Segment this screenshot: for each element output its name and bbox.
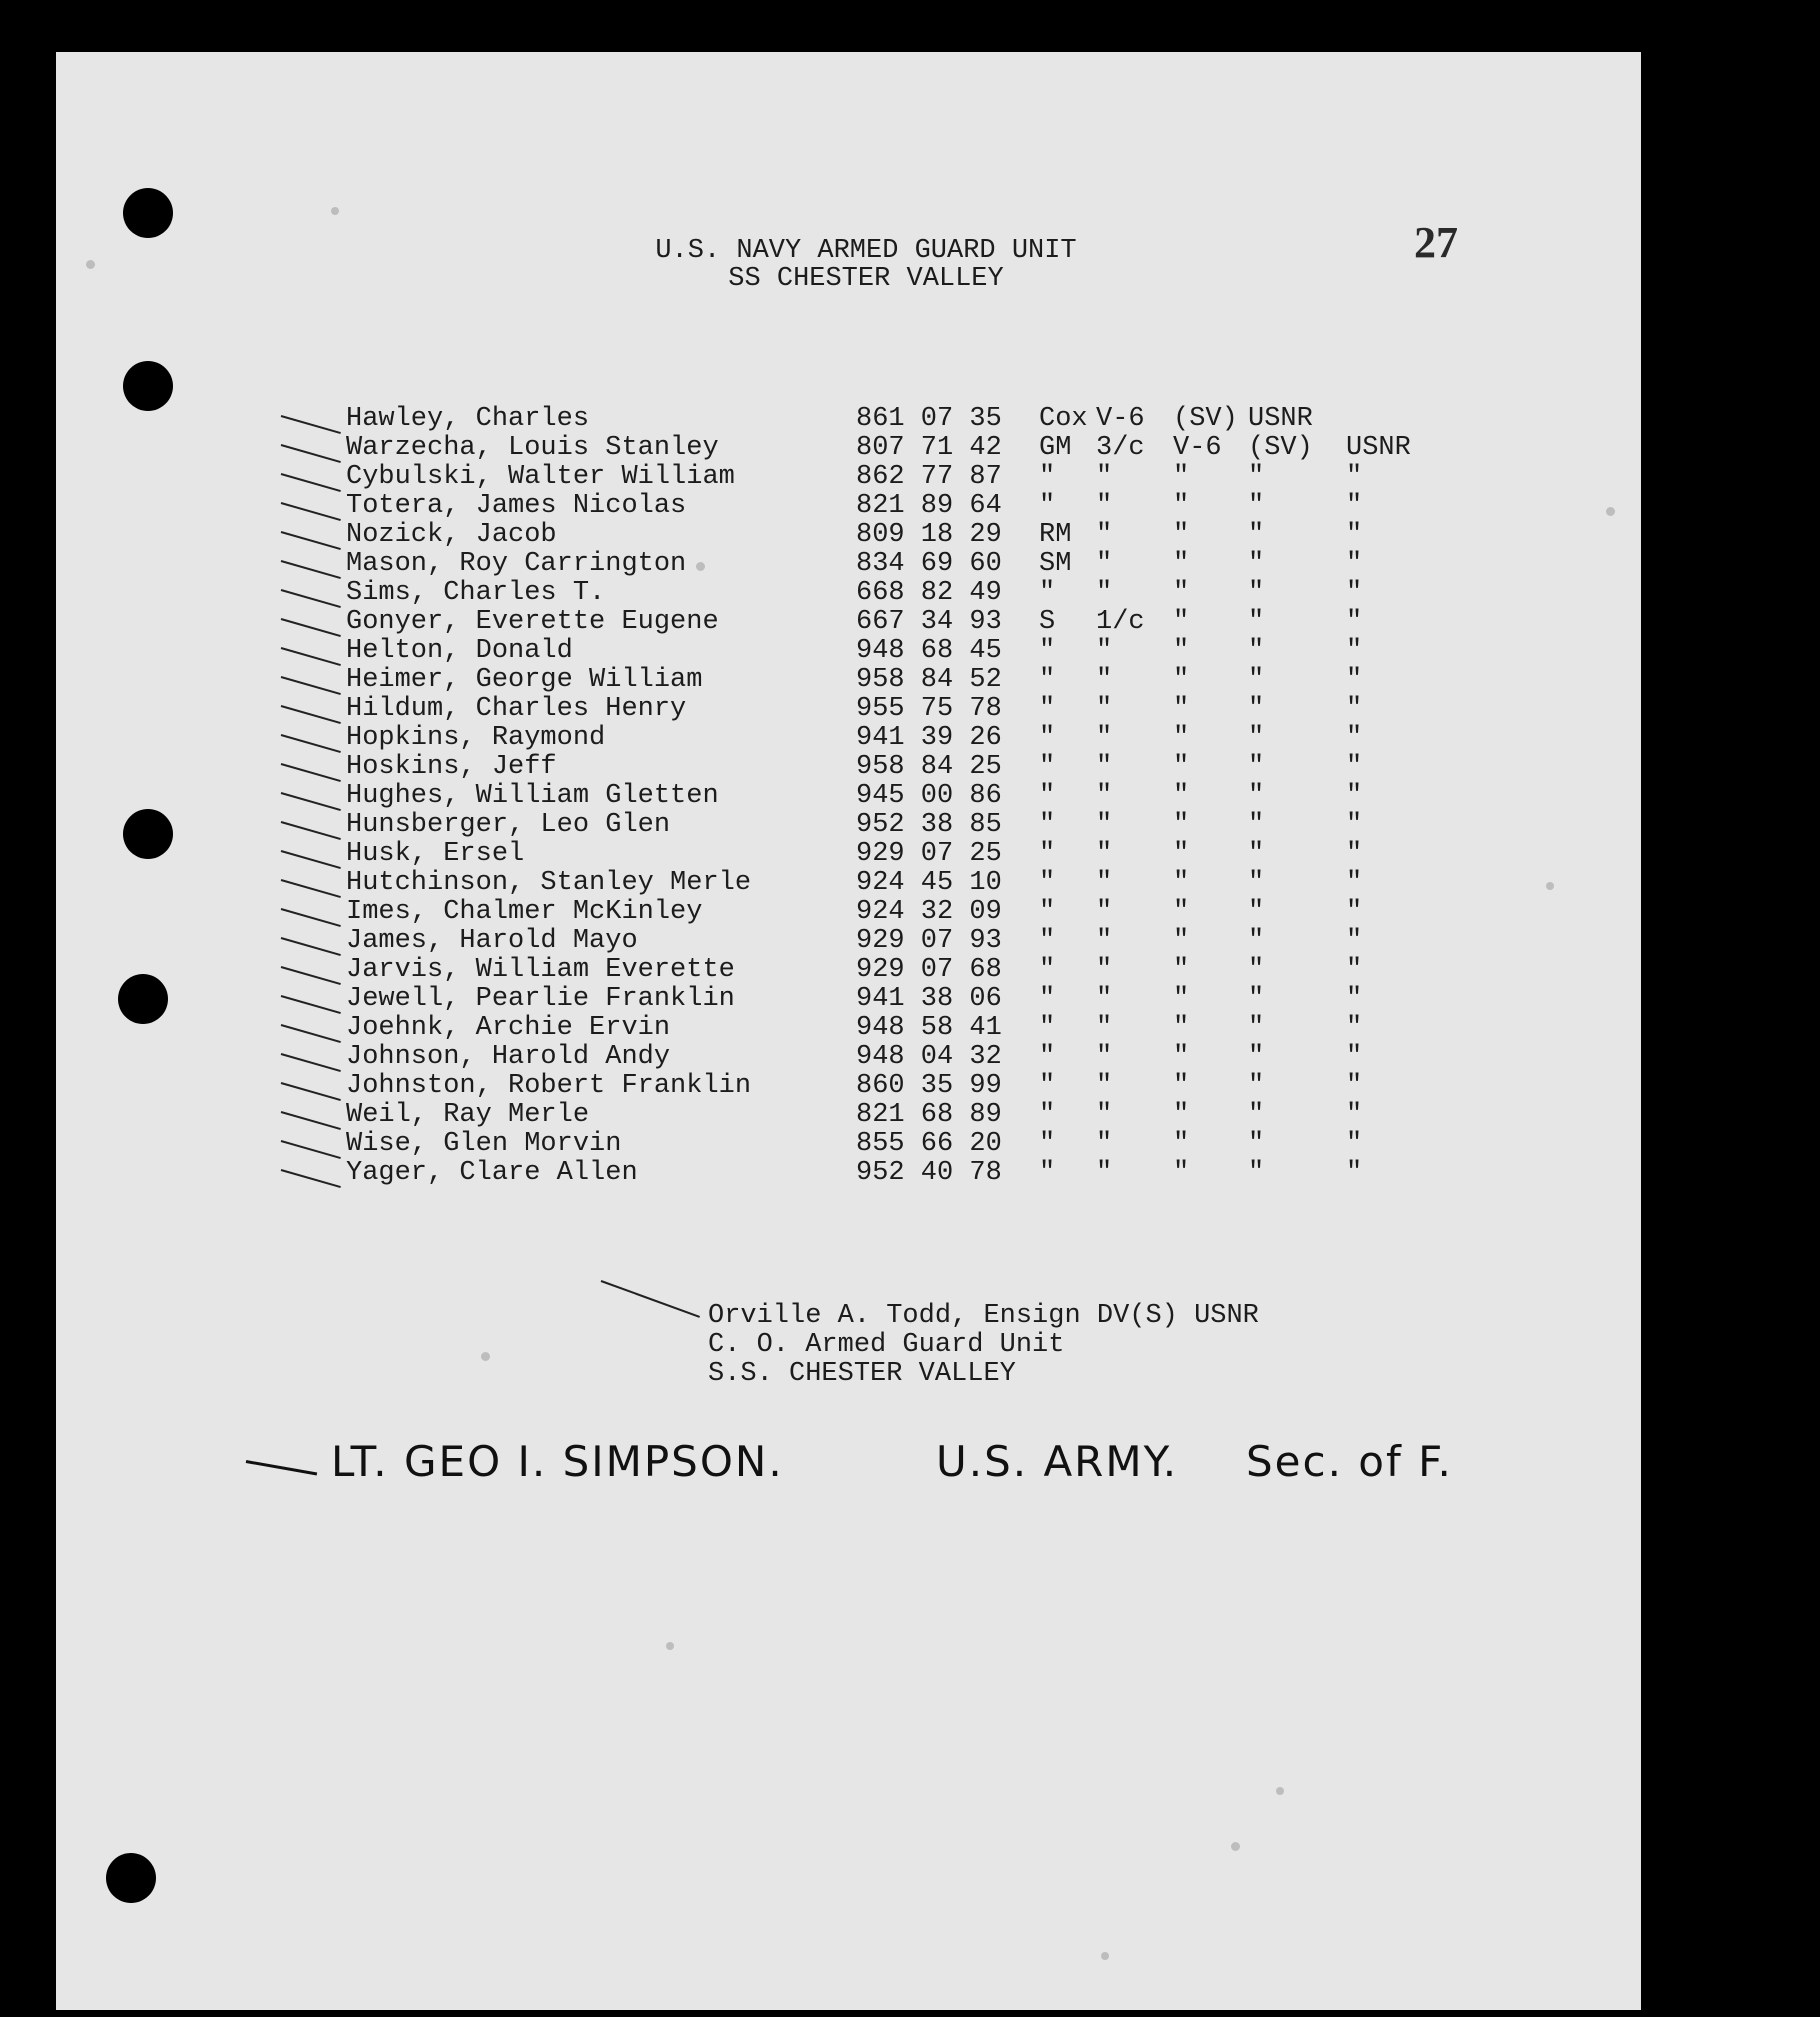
rating: " [1039, 694, 1056, 724]
service-number: 948 04 32 [856, 1042, 1002, 1072]
rating-class: " [1096, 694, 1113, 724]
rating-class: " [1096, 868, 1113, 898]
punch-hole [123, 188, 173, 238]
designation: " [1248, 723, 1265, 753]
rating-class: " [1096, 1013, 1113, 1043]
classification: V-6 [1173, 433, 1222, 463]
heading-line-1: U.S. NAVY ARMED GUARD UNIT [655, 236, 1077, 266]
designation: " [1248, 1013, 1265, 1043]
classification: " [1173, 868, 1190, 898]
punch-hole [123, 361, 173, 411]
rating: " [1039, 1013, 1056, 1043]
check-mark [281, 1082, 341, 1101]
check-mark [281, 444, 341, 463]
document-page [56, 52, 1641, 2010]
branch: " [1346, 462, 1363, 492]
punch-hole [118, 974, 168, 1024]
rating-class: " [1096, 491, 1113, 521]
designation: " [1248, 491, 1265, 521]
rating-class: " [1096, 578, 1113, 608]
check-mark-arrow [601, 1280, 700, 1318]
classification: " [1173, 926, 1190, 956]
handwritten-name: LT. GEO I. SIMPSON. [331, 1437, 784, 1486]
rating: " [1039, 665, 1056, 695]
crew-name: Hutchinson, Stanley Merle [346, 868, 752, 898]
designation: " [1248, 607, 1265, 637]
branch: " [1346, 636, 1363, 666]
rating-class: " [1096, 984, 1113, 1014]
rating: " [1039, 897, 1056, 927]
branch: " [1346, 1013, 1363, 1043]
branch: " [1346, 578, 1363, 608]
rating: " [1039, 926, 1056, 956]
paper-speck [696, 562, 705, 571]
rating: S [1039, 607, 1056, 637]
service-number: 809 18 29 [856, 520, 1002, 550]
designation: " [1248, 694, 1265, 724]
designation: " [1248, 781, 1265, 811]
designation: " [1248, 955, 1265, 985]
designation: " [1248, 984, 1265, 1014]
classification: " [1173, 1071, 1190, 1101]
rating-class: " [1096, 1158, 1113, 1188]
paper-speck [1546, 882, 1554, 890]
check-mark [281, 763, 341, 782]
rating: " [1039, 1071, 1056, 1101]
service-number: 861 07 35 [856, 404, 1002, 434]
rating-class: V-6 [1096, 404, 1145, 434]
crew-name: Hawley, Charles [346, 404, 590, 434]
paper-speck [1231, 1842, 1240, 1851]
rating: GM [1039, 433, 1072, 463]
paper-speck [1101, 1952, 1109, 1960]
classification: " [1173, 665, 1190, 695]
designation: " [1248, 1158, 1265, 1188]
check-mark [281, 1140, 341, 1159]
service-number: 821 68 89 [856, 1100, 1002, 1130]
signature-block [708, 1302, 1259, 1389]
branch: " [1346, 752, 1363, 782]
rating-class: " [1096, 752, 1113, 782]
branch: " [1346, 723, 1363, 753]
service-number: 945 00 86 [856, 781, 1002, 811]
designation: " [1248, 1042, 1265, 1072]
rating-class: 3/c [1096, 433, 1145, 463]
service-number: 948 68 45 [856, 636, 1002, 666]
rating-class: " [1096, 1129, 1113, 1159]
rating-class: " [1096, 810, 1113, 840]
branch: " [1346, 897, 1363, 927]
service-number: 929 07 25 [856, 839, 1002, 869]
check-mark [281, 792, 341, 811]
check-mark [281, 908, 341, 927]
handwritten-arrow [246, 1460, 317, 1475]
branch: " [1346, 810, 1363, 840]
designation: " [1248, 549, 1265, 579]
rating-class: " [1096, 462, 1113, 492]
rating-class: " [1096, 723, 1113, 753]
crew-name: Warzecha, Louis Stanley [346, 433, 719, 463]
branch: USNR [1346, 433, 1411, 463]
paper-speck [1606, 507, 1615, 516]
service-number: 929 07 93 [856, 926, 1002, 956]
check-mark [281, 473, 341, 492]
designation: " [1248, 752, 1265, 782]
check-mark [281, 560, 341, 579]
crew-name: James, Harold Mayo [346, 926, 638, 956]
rating: " [1039, 839, 1056, 869]
rating: " [1039, 810, 1056, 840]
classification: " [1173, 781, 1190, 811]
service-number: 855 66 20 [856, 1129, 1002, 1159]
service-number: 952 38 85 [856, 810, 1002, 840]
rating-class: " [1096, 781, 1113, 811]
crew-name: Hunsberger, Leo Glen [346, 810, 671, 840]
paper-speck [86, 260, 95, 269]
page-number: 27 [1414, 218, 1458, 267]
classification: " [1173, 1100, 1190, 1130]
service-number: 941 39 26 [856, 723, 1002, 753]
service-number: 958 84 25 [856, 752, 1002, 782]
branch: " [1346, 984, 1363, 1014]
service-number: 860 35 99 [856, 1071, 1002, 1101]
crew-name: Hughes, William Gletten [346, 781, 719, 811]
crew-name: Imes, Chalmer McKinley [346, 897, 703, 927]
designation: " [1248, 1071, 1265, 1101]
classification: " [1173, 462, 1190, 492]
rating-class: " [1096, 955, 1113, 985]
rating: " [1039, 868, 1056, 898]
service-number: 834 69 60 [856, 549, 1002, 579]
check-mark [281, 1111, 341, 1130]
service-number: 952 40 78 [856, 1158, 1002, 1188]
rating: Cox [1039, 404, 1088, 434]
rating: " [1039, 781, 1056, 811]
rating: " [1039, 636, 1056, 666]
crew-name: Joehnk, Archie Ervin [346, 1013, 671, 1043]
check-mark [281, 618, 341, 637]
rating-class: " [1096, 549, 1113, 579]
rating-class: " [1096, 897, 1113, 927]
rating-class: " [1096, 926, 1113, 956]
branch: " [1346, 491, 1363, 521]
designation: USNR [1248, 404, 1313, 434]
crew-name: Mason, Roy Carrington [346, 549, 687, 579]
classification: " [1173, 723, 1190, 753]
paper-speck [481, 1352, 490, 1361]
classification: " [1173, 491, 1190, 521]
signature-line-2: C. O. Armed Guard Unit [708, 1330, 1065, 1360]
designation: " [1248, 1100, 1265, 1130]
branch: " [1346, 1129, 1363, 1159]
service-number: 667 34 93 [856, 607, 1002, 637]
branch: " [1346, 1071, 1363, 1101]
rating: " [1039, 1100, 1056, 1130]
check-mark [281, 531, 341, 550]
crew-name: Hildum, Charles Henry [346, 694, 687, 724]
branch: " [1346, 1158, 1363, 1188]
service-number: 958 84 52 [856, 665, 1002, 695]
branch: " [1346, 607, 1363, 637]
crew-name: Heimer, George William [346, 665, 703, 695]
designation: (SV) [1248, 433, 1313, 463]
rating: SM [1039, 549, 1072, 579]
rating: " [1039, 955, 1056, 985]
rating: " [1039, 1158, 1056, 1188]
crew-name: Jarvis, William Everette [346, 955, 735, 985]
designation: " [1248, 868, 1265, 898]
designation: " [1248, 839, 1265, 869]
punch-hole [123, 809, 173, 859]
designation: " [1248, 462, 1265, 492]
designation: " [1248, 636, 1265, 666]
rating-class: " [1096, 1042, 1113, 1072]
service-number: 807 71 42 [856, 433, 1002, 463]
classification: " [1173, 955, 1190, 985]
check-mark [281, 705, 341, 724]
crew-name: Hoskins, Jeff [346, 752, 557, 782]
document-heading [516, 237, 1216, 293]
branch: " [1346, 868, 1363, 898]
service-number: 955 75 78 [856, 694, 1002, 724]
branch: " [1346, 781, 1363, 811]
classification: " [1173, 578, 1190, 608]
service-number: 924 32 09 [856, 897, 1002, 927]
classification: " [1173, 752, 1190, 782]
check-mark [281, 1053, 341, 1072]
classification: " [1173, 839, 1190, 869]
branch: " [1346, 549, 1363, 579]
classification: " [1173, 607, 1190, 637]
classification: (SV) [1173, 404, 1238, 434]
branch: " [1346, 520, 1363, 550]
classification: " [1173, 694, 1190, 724]
crew-name: Totera, James Nicolas [346, 491, 687, 521]
check-mark [281, 937, 341, 956]
rating: " [1039, 984, 1056, 1014]
crew-name: Nozick, Jacob [346, 520, 557, 550]
crew-name: Husk, Ersel [346, 839, 525, 869]
classification: " [1173, 810, 1190, 840]
designation: " [1248, 520, 1265, 550]
rating-class: " [1096, 520, 1113, 550]
rating: RM [1039, 520, 1072, 550]
designation: " [1248, 897, 1265, 927]
designation: " [1248, 665, 1265, 695]
designation: " [1248, 1129, 1265, 1159]
check-mark [281, 879, 341, 898]
crew-name: Johnson, Harold Andy [346, 1042, 671, 1072]
handwritten-section: Sec. of F. [1246, 1437, 1453, 1486]
classification: " [1173, 1042, 1190, 1072]
service-number: 821 89 64 [856, 491, 1002, 521]
service-number: 862 77 87 [856, 462, 1002, 492]
rating-class: " [1096, 636, 1113, 666]
check-mark [281, 1169, 341, 1188]
crew-name: Yager, Clare Allen [346, 1158, 638, 1188]
designation: " [1248, 926, 1265, 956]
service-number: 941 38 06 [856, 984, 1002, 1014]
crew-name: Gonyer, Everette Eugene [346, 607, 719, 637]
check-mark [281, 1024, 341, 1043]
classification: " [1173, 1158, 1190, 1188]
designation: " [1248, 578, 1265, 608]
check-mark [281, 589, 341, 608]
classification: " [1173, 520, 1190, 550]
classification: " [1173, 897, 1190, 927]
handwritten-army: U.S. ARMY. [936, 1437, 1179, 1486]
heading-line-2: SS CHESTER VALLEY [728, 264, 1004, 294]
check-mark [281, 821, 341, 840]
branch: " [1346, 665, 1363, 695]
branch: " [1346, 955, 1363, 985]
crew-name: Weil, Ray Merle [346, 1100, 590, 1130]
designation: " [1248, 810, 1265, 840]
service-number: 948 58 41 [856, 1013, 1002, 1043]
rating-class: " [1096, 1100, 1113, 1130]
signature-line-1: Orville A. Todd, Ensign DV(S) USNR [708, 1301, 1259, 1331]
check-mark [281, 647, 341, 666]
check-mark [281, 676, 341, 695]
rating: " [1039, 578, 1056, 608]
crew-name: Johnston, Robert Franklin [346, 1071, 752, 1101]
crew-name: Hopkins, Raymond [346, 723, 606, 753]
branch: " [1346, 1100, 1363, 1130]
signature-line-3: S.S. CHESTER VALLEY [708, 1359, 1016, 1389]
check-mark [281, 995, 341, 1014]
service-number: 924 45 10 [856, 868, 1002, 898]
classification: " [1173, 984, 1190, 1014]
classification: " [1173, 636, 1190, 666]
classification: " [1173, 1013, 1190, 1043]
rating-class: " [1096, 839, 1113, 869]
check-mark [281, 734, 341, 753]
check-mark [281, 966, 341, 985]
branch: " [1346, 694, 1363, 724]
branch: " [1346, 1042, 1363, 1072]
check-mark [281, 415, 341, 434]
crew-name: Cybulski, Walter William [346, 462, 735, 492]
paper-speck [1276, 1787, 1284, 1795]
punch-hole [106, 1853, 156, 1903]
crew-name: Sims, Charles T. [346, 578, 606, 608]
rating-class: 1/c [1096, 607, 1145, 637]
check-mark [281, 502, 341, 521]
rating: " [1039, 752, 1056, 782]
service-number: 668 82 49 [856, 578, 1002, 608]
rating-class: " [1096, 1071, 1113, 1101]
crew-name: Jewell, Pearlie Franklin [346, 984, 735, 1014]
crew-name: Wise, Glen Morvin [346, 1129, 622, 1159]
classification: " [1173, 1129, 1190, 1159]
service-number: 929 07 68 [856, 955, 1002, 985]
rating: " [1039, 1042, 1056, 1072]
paper-speck [666, 1642, 674, 1650]
paper-speck [331, 207, 339, 215]
rating-class: " [1096, 665, 1113, 695]
rating: " [1039, 491, 1056, 521]
rating: " [1039, 1129, 1056, 1159]
crew-name: Helton, Donald [346, 636, 573, 666]
classification: " [1173, 549, 1190, 579]
branch: " [1346, 839, 1363, 869]
rating: " [1039, 462, 1056, 492]
branch: " [1346, 926, 1363, 956]
rating: " [1039, 723, 1056, 753]
check-mark [281, 850, 341, 869]
